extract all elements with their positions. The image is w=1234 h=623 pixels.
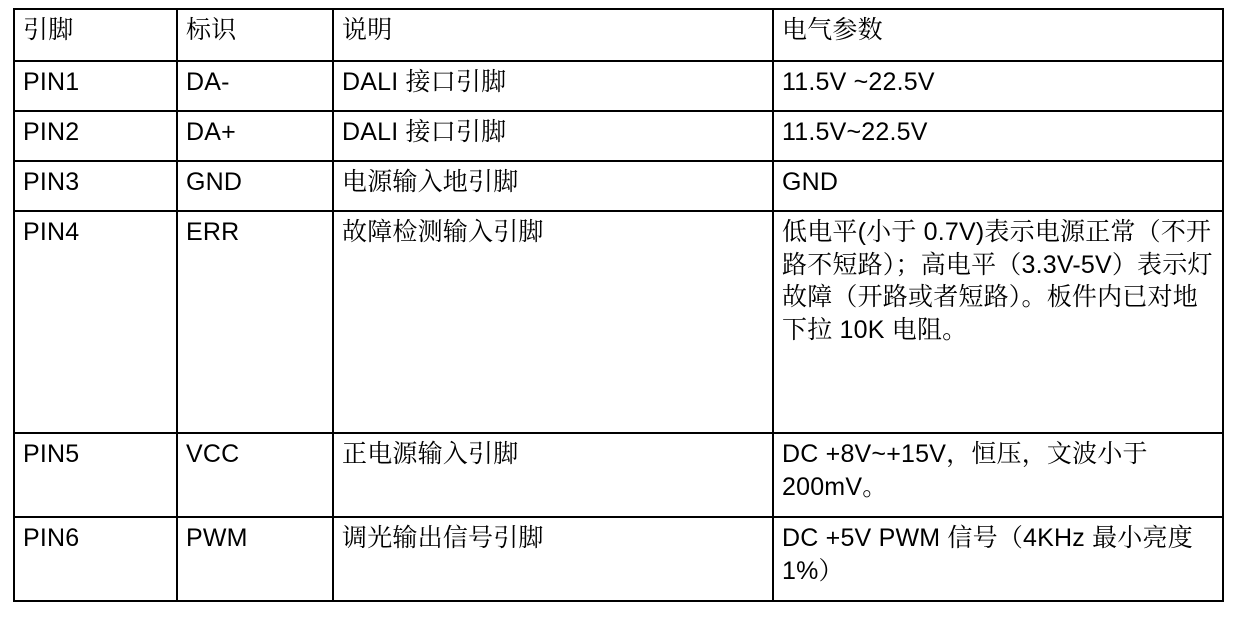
- cell-pin: PIN5: [14, 433, 177, 517]
- cell-mark: VCC: [177, 433, 333, 517]
- table-row: [14, 517, 1223, 601]
- table-row: [14, 61, 1223, 111]
- cell-electrical: GND: [773, 161, 1223, 211]
- table-header-row: [14, 9, 1223, 61]
- table-row: [14, 433, 1223, 517]
- cell-electrical: 11.5V~22.5V: [773, 111, 1223, 161]
- cell-mark: PWM: [177, 517, 333, 601]
- cell-pin: PIN3: [14, 161, 177, 211]
- cell-electrical: 11.5V ~22.5V: [773, 61, 1223, 111]
- cell-pin: PIN4: [14, 211, 177, 433]
- cell-mark: DA-: [177, 61, 333, 111]
- cell-description: 故障检测输入引脚: [333, 211, 773, 433]
- cell-electrical: 低电平(小于 0.7V)表示电源正常（不开路不短路）；高电平（3.3V-5V）表示灯故障（开路或者短路）。板件内已对地下拉 10K 电阻。: [773, 211, 1223, 433]
- cell-mark: GND: [177, 161, 333, 211]
- cell-description: DALI 接口引脚: [333, 61, 773, 111]
- cell-mark: DA+: [177, 111, 333, 161]
- cell-mark: ERR: [177, 211, 333, 433]
- table-row: [14, 211, 1223, 433]
- table-row: [14, 111, 1223, 161]
- cell-pin: PIN2: [14, 111, 177, 161]
- cell-electrical: DC +8V~+15V，恒压，文波小于 200mV。: [773, 433, 1223, 517]
- column-header-mark: 标识: [177, 9, 333, 61]
- cell-description: 电源输入地引脚: [333, 161, 773, 211]
- cell-description: 调光输出信号引脚: [333, 517, 773, 601]
- column-header-desc: 说明: [333, 9, 773, 61]
- cell-description: DALI 接口引脚: [333, 111, 773, 161]
- column-header-elec: 电气参数: [773, 9, 1223, 61]
- column-header-pin: 引脚: [14, 9, 177, 61]
- cell-pin: PIN1: [14, 61, 177, 111]
- pin-definition-table: [13, 8, 1224, 602]
- cell-description: 正电源输入引脚: [333, 433, 773, 517]
- table-row: [14, 161, 1223, 211]
- document-page: [0, 8, 1234, 623]
- cell-pin: PIN6: [14, 517, 177, 601]
- cell-electrical: DC +5V PWM 信号（4KHz 最小亮度 1%）: [773, 517, 1223, 601]
